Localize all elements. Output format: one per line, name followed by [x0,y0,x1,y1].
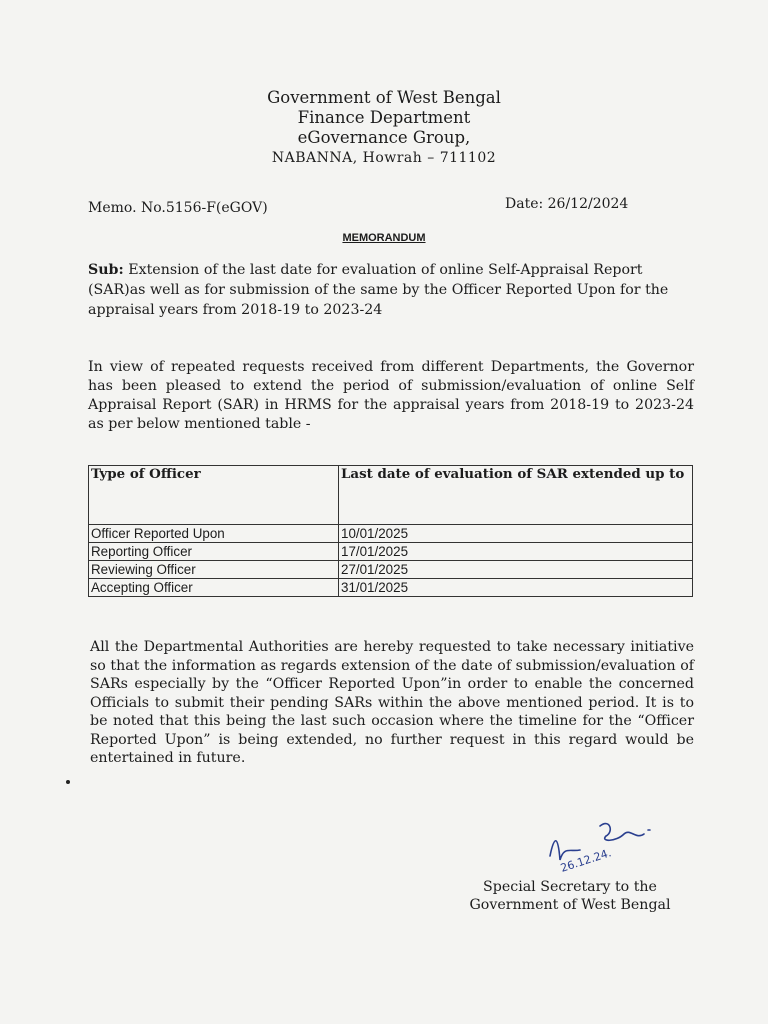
paragraph-intro: In view of repeated requests received from different Departments, the Governor has been pleased to extend the period of submission/evaluation of online Self Appraisal Report (SAR) in HRMS for the appraisal years from 2018-19 to 2023-24 as per below mentioned table - [88,359,694,432]
column-header-last-date: Last date of evaluation of SAR extended up to [339,466,693,525]
table-row [89,525,693,543]
column-header-officer-type: Type of Officer [89,466,339,525]
ink-speck [66,780,70,784]
memo-date: Date: 26/12/2024 [505,196,629,212]
last-date-cell: 31/01/2025 [339,579,693,597]
signature-date: 26.12.24. [558,846,613,875]
officer-type-cell: Reviewing Officer [89,561,339,579]
officer-deadline-table [88,465,693,597]
subject-text: Extension of the last date for evaluation of online Self-Appraisal Report (SAR)as well as for submission of the same by the Officer Reported Upon for the appraisal years from 2018-19 to 2023-24 [88,262,669,318]
table-row [89,579,693,597]
officer-type-cell: Accepting Officer [89,579,339,597]
subject-label: Sub: [88,262,124,278]
subject [88,260,693,320]
signatory-block [440,878,700,914]
officer-type-cell: Reporting Officer [89,543,339,561]
paragraph-request: All the Departmental Authorities are hereby requested to take necessary initiative so that the information as regards extension of the date of submission/evaluation of SARs especially by the “Officer Reported Upon”in order to enable the concerned Officials to submit their pending SARs within the above mentioned period. It is to be noted that this being the last such occasion where the timeline for the “Officer Reported Upon” is being extended, no further request in this regard would be entertained in future. [90,639,694,766]
table-row [89,543,693,561]
last-date-cell: 17/01/2025 [339,543,693,561]
letterhead-address: NABANNA, Howrah – 711102 [271,150,497,166]
letterhead-government: Government of West Bengal [267,88,501,107]
last-date-cell: 10/01/2025 [339,525,693,543]
table-row [89,561,693,579]
memo-number: Memo. No.5156-F(eGOV) [88,200,268,216]
letterhead-group: eGovernance Group, [297,128,471,147]
signatory-government: Government of West Bengal [469,897,671,913]
handwritten-signature [540,816,680,876]
signatory-title: Special Secretary to the [483,879,657,895]
table-header-row [89,466,693,525]
memo-title: MEMORANDUM [342,232,426,244]
letterhead [0,88,768,168]
last-date-cell: 27/01/2025 [339,561,693,579]
letterhead-department: Finance Department [297,108,471,127]
officer-type-cell: Officer Reported Upon [89,525,339,543]
